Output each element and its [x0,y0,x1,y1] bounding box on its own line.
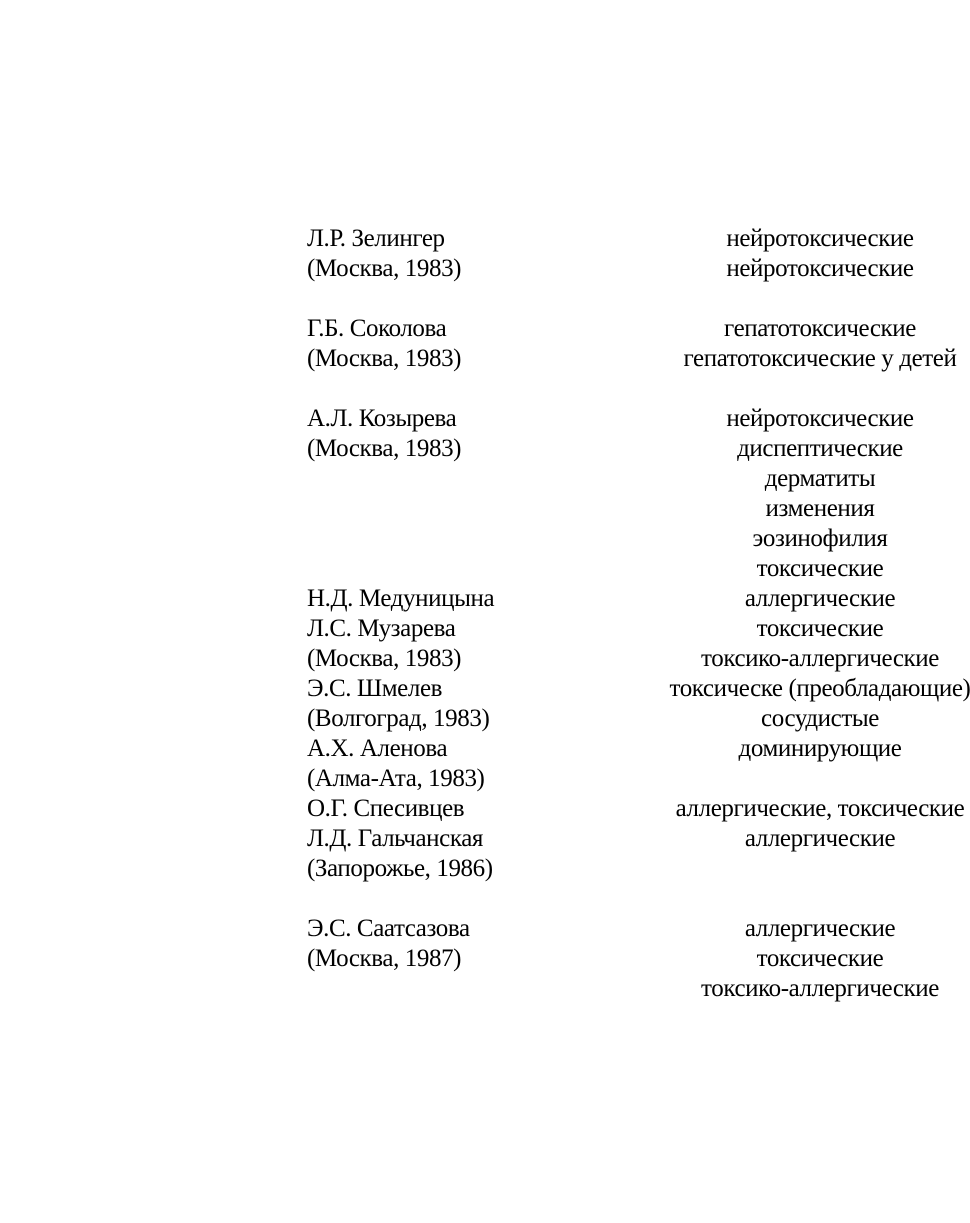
effect-line: доминирующие [738,735,902,762]
effect-line: токсические [756,555,884,582]
author-line: А.Х. Аленова [307,735,448,762]
author-line: Л.С. Музарева [307,615,456,642]
author-place-line: (Запорожье, 1986) [307,855,493,882]
effect-line: аллергические, токсические [675,795,965,822]
author-place-line: (Алма-Ата, 1983) [307,765,485,792]
effect-line: диспептические [737,435,903,462]
author-line: Л.Д. Гальчанская [307,825,483,852]
author-line: Э.С. Шмелев [307,675,443,702]
effect-line: токсико-аллергические [701,975,939,1002]
author-place-line: (Москва, 1987) [307,945,462,972]
author-place-line: (Москва, 1983) [307,435,462,462]
effect-line: нейротоксические [726,225,914,252]
author-place-line: (Москва, 1983) [307,645,462,672]
effect-line: сосудистые [761,705,879,732]
effect-line: аллергические [744,915,896,942]
author-line: Л.Р. Зелингер [307,225,445,252]
author-line: Э.С. Саатсазова [307,915,470,942]
author-place-line: (Москва, 1983) [307,345,462,372]
effect-line: эозинофилия [752,525,888,552]
author-place-line: (Москва, 1983) [307,255,462,282]
effect-line: токсическе (преобладающие) [669,675,970,702]
author-line: О.Г. Спесивцев [307,795,465,822]
effect-line: гепатотоксические [724,315,916,342]
author-line: А.Л. Козырева [307,405,457,432]
author-line: Н.Д. Медуницына [307,585,495,612]
effect-line: токсико-аллергические [701,645,939,672]
effect-line: токсические [756,615,884,642]
effect-line: токсические [756,945,884,972]
effect-line: дерматиты [764,465,876,492]
effect-line: нейротоксические [726,255,914,282]
effect-line: аллергические [744,825,896,852]
author-line: Г.Б. Соколова [307,315,447,342]
effect-line: изменения [765,495,875,522]
effect-line: аллергические [744,585,896,612]
effect-line: гепатотоксические у детей [683,345,957,372]
author-place-line: (Волгоград, 1983) [307,705,490,732]
effect-line: нейротоксические [726,405,914,432]
